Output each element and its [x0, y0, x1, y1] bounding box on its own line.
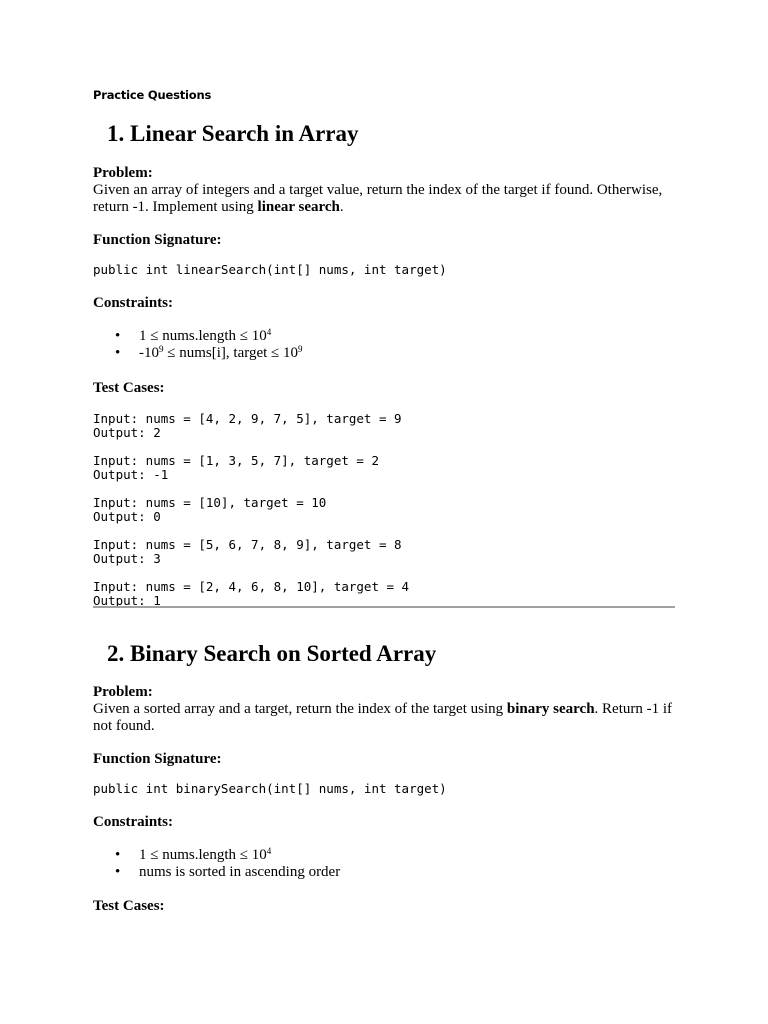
constraint-text: -10	[139, 345, 159, 361]
problem-text-end: .	[339, 199, 344, 215]
signature-label: Function Signature:	[93, 232, 222, 248]
constraint-exponent: 9	[159, 344, 164, 354]
test-input: Input: nums = [2, 4, 6, 8, 10], target = 4	[93, 579, 410, 594]
test-case	[93, 580, 675, 608]
test-output: Output: 2	[93, 425, 161, 440]
constraint-text: ≤ nums[i], target ≤ 10	[163, 345, 299, 361]
function-signature: public int linearSearch(int[] nums, int target)	[93, 262, 447, 277]
problem-keyword: binary search	[506, 701, 595, 717]
constraint-exponent: 9	[298, 344, 303, 354]
test-case	[93, 412, 675, 440]
constraint-item	[93, 328, 675, 345]
signature-label: Function Signature:	[93, 751, 222, 767]
bullet-icon: •	[115, 847, 121, 863]
constraint-item	[93, 864, 675, 881]
test-case	[93, 538, 675, 566]
test-output: Output: 3	[93, 551, 161, 566]
constraints-label: Constraints:	[93, 295, 174, 311]
test-input: Input: nums = [4, 2, 9, 7, 5], target = 9	[93, 411, 402, 426]
constraint-text: 1 ≤ nums.length ≤ 10	[139, 847, 267, 863]
test-case	[93, 454, 675, 482]
constraint-exponent: 4	[266, 846, 272, 856]
page-header: Practice Questions	[93, 88, 212, 102]
section-title: 1. Linear Search in Array	[107, 121, 359, 146]
test-output: Output: 1	[93, 593, 161, 608]
problem-label: Problem:	[93, 684, 153, 700]
test-case	[93, 496, 675, 524]
test-cases-label: Test Cases:	[93, 898, 165, 914]
constraints-list	[93, 847, 675, 881]
function-signature: public int binarySearch(int[] nums, int target)	[93, 781, 447, 796]
problem-text-part: Given a sorted array and a target, return the index of the target using	[93, 701, 507, 717]
constraint-item	[93, 345, 675, 362]
test-output: Output: 0	[93, 509, 161, 524]
constraints-list	[93, 328, 675, 362]
problem-keyword: linear search	[257, 199, 340, 215]
test-input: Input: nums = [5, 6, 7, 8, 9], target = 8	[93, 537, 402, 552]
section-divider	[93, 606, 675, 608]
problem-text-end: . Return -1 if not found.	[93, 701, 673, 734]
problem-text	[93, 182, 675, 216]
bullet-icon: •	[115, 345, 121, 361]
problem-text	[93, 701, 675, 735]
bullet-icon: •	[115, 864, 121, 880]
constraint-exponent: 4	[266, 327, 272, 337]
constraint-item	[93, 847, 675, 864]
question-linear-search	[93, 119, 675, 608]
constraint-text: 1 ≤ nums.length ≤ 10	[139, 328, 267, 344]
bullet-icon: •	[115, 328, 121, 344]
test-input: Input: nums = [10], target = 10	[93, 495, 327, 510]
constraint-text: nums is sorted in ascending order	[139, 864, 341, 880]
test-output: Output: -1	[93, 467, 169, 482]
problem-text-part: Given an array of integers and a target value, return the index of the target if found. Otherwise, return -1. Implement using	[93, 182, 663, 215]
constraints-label: Constraints:	[93, 814, 174, 830]
problem-label: Problem:	[93, 165, 153, 181]
test-cases-label: Test Cases:	[93, 380, 165, 396]
section-title: 2. Binary Search on Sorted Array	[107, 641, 437, 666]
test-input: Input: nums = [1, 3, 5, 7], target = 2	[93, 453, 379, 468]
question-binary-search	[93, 639, 675, 915]
